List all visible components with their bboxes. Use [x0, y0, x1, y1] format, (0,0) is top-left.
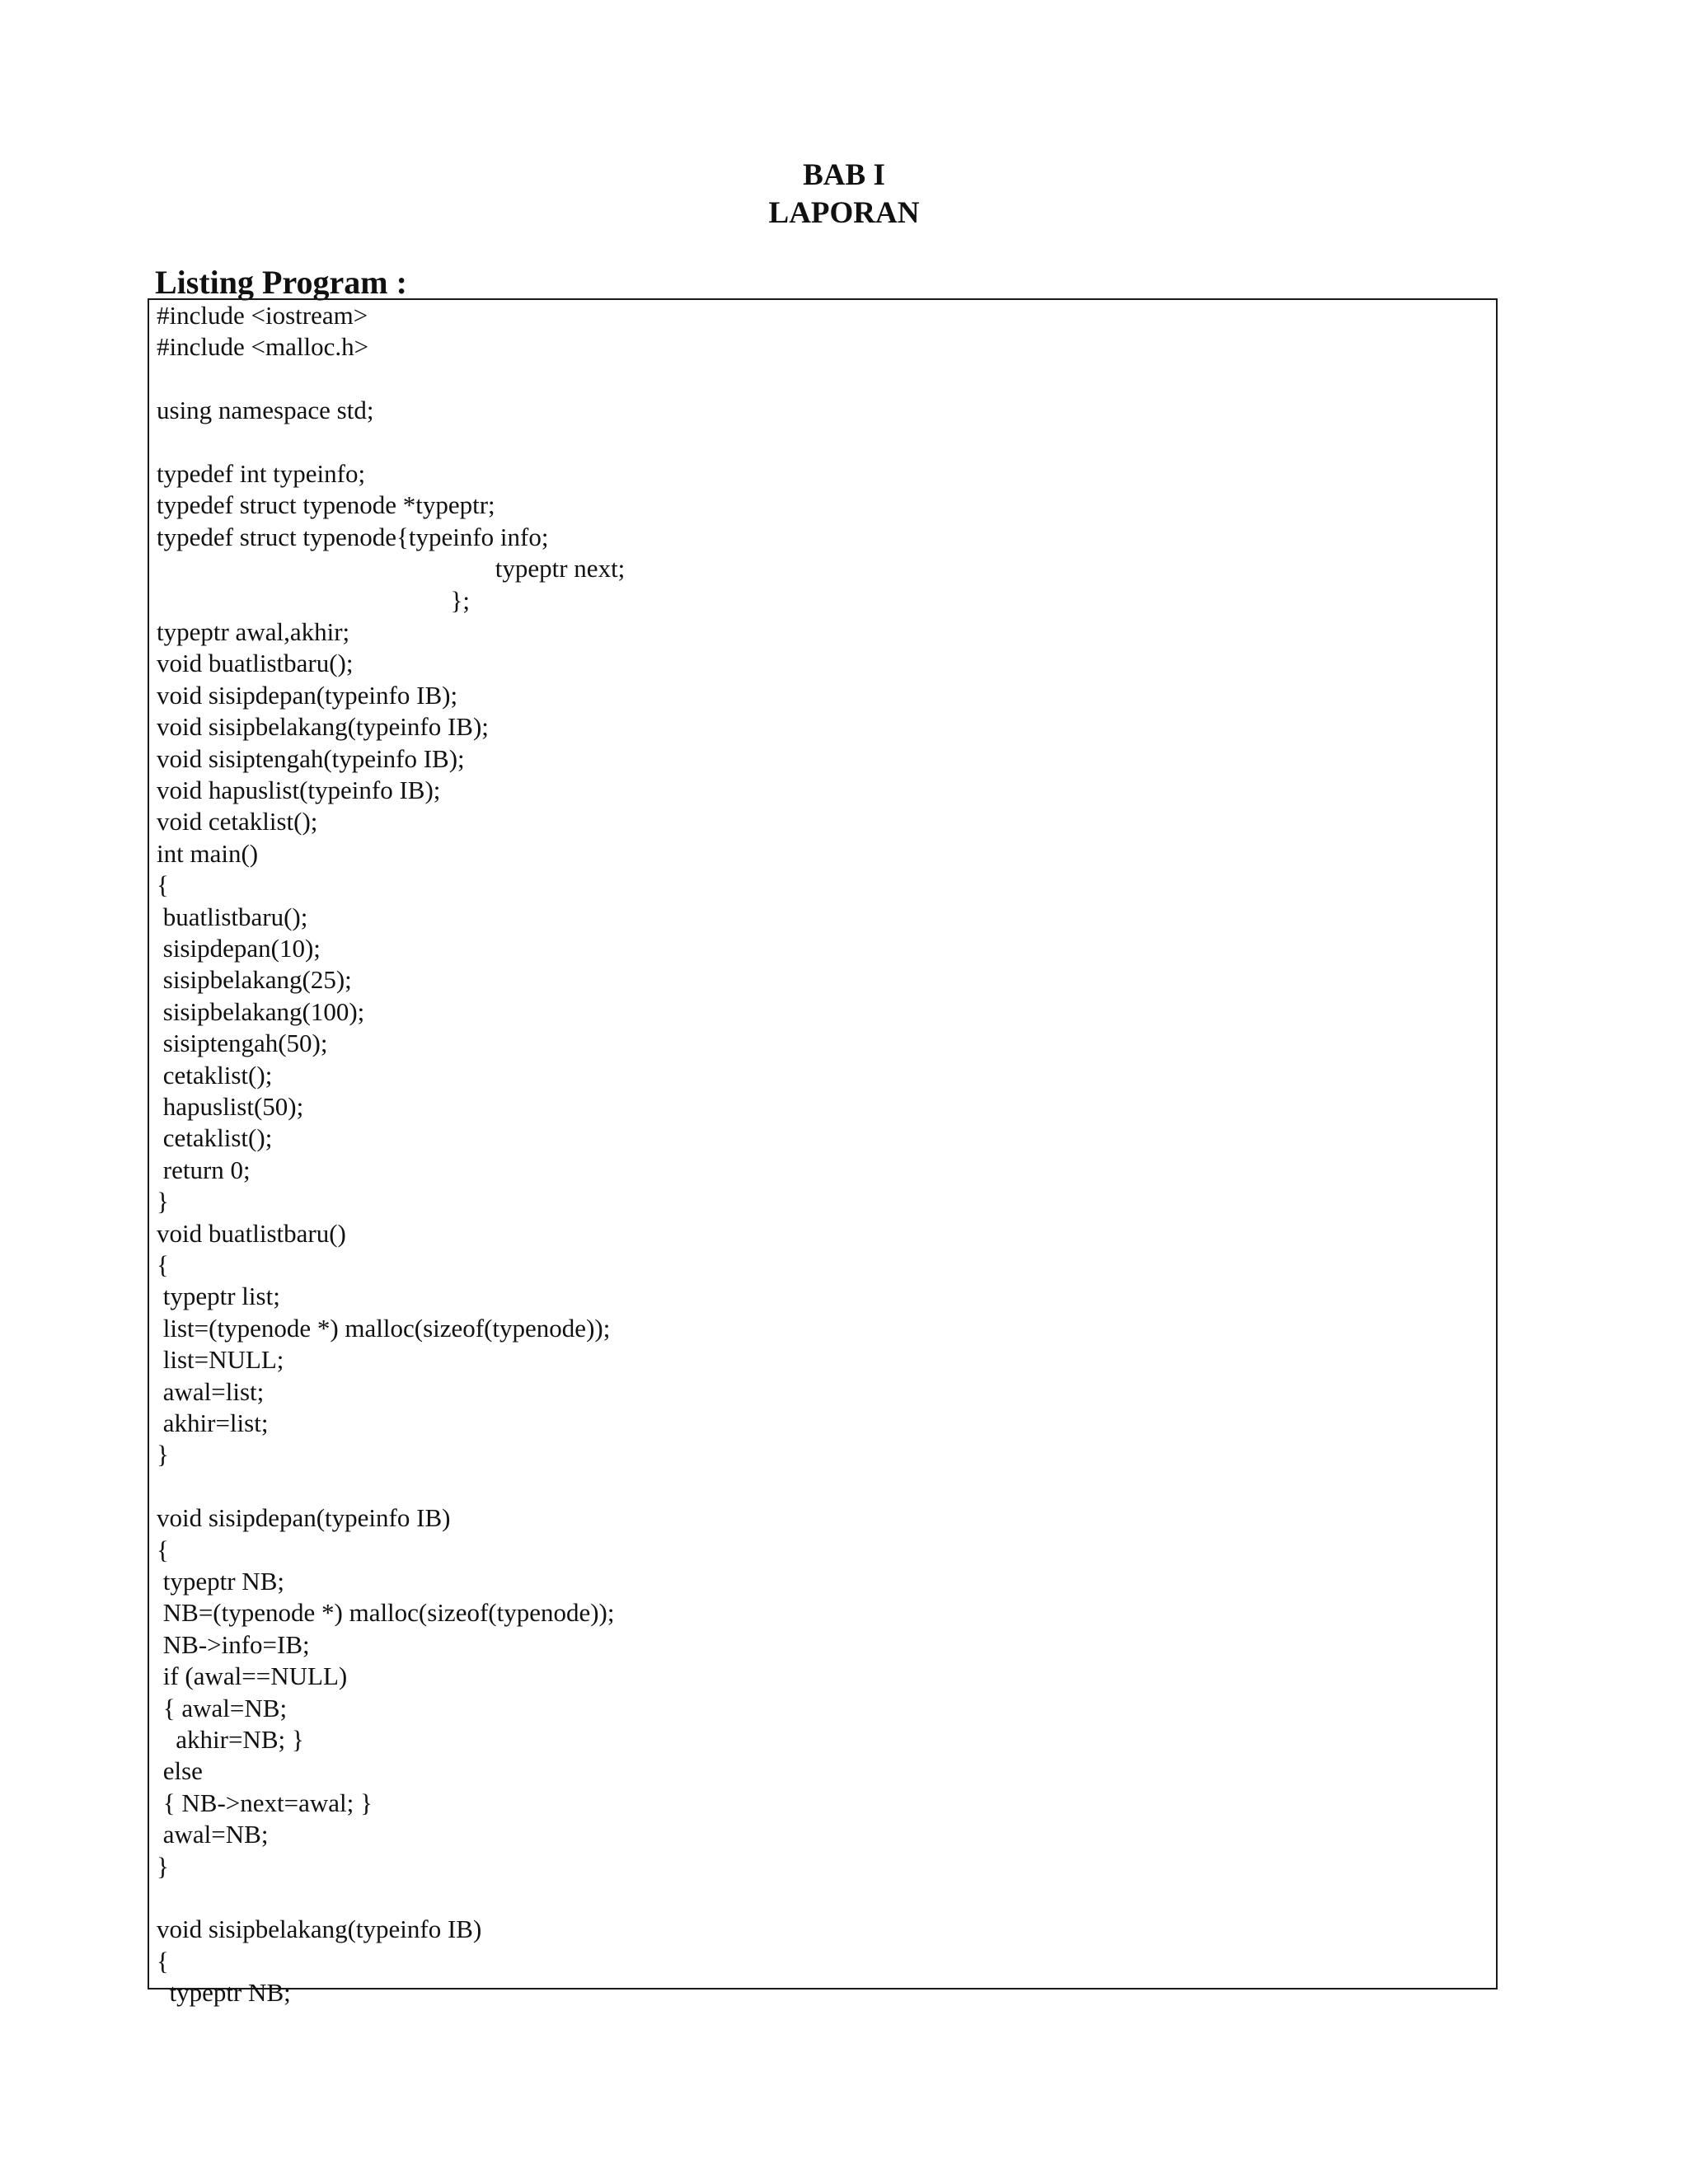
chapter-title: BAB I: [803, 158, 885, 192]
code-line: list=NULL;: [157, 1345, 284, 1375]
code-line: #include <iostream>: [157, 301, 368, 330]
code-line: cetaklist();: [157, 1060, 273, 1090]
code-line: int main(): [157, 838, 259, 868]
code-line: awal=list;: [157, 1376, 265, 1406]
listing-program-label: Listing Program :: [155, 264, 407, 301]
code-line: {: [157, 1250, 169, 1279]
code-line: sisipbelakang(25);: [157, 965, 352, 995]
code-line: typedef struct typenode{typeinfo info;: [157, 522, 549, 551]
code-line: }: [157, 1440, 169, 1469]
code-line: void cetaklist();: [157, 807, 318, 837]
code-line: void sisipbelakang(typeinfo IB): [157, 1915, 482, 1944]
code-line: {: [157, 870, 169, 900]
code-line: sisipdepan(10);: [157, 934, 321, 963]
code-line: { NB->next=awal; }: [157, 1788, 373, 1817]
code-line: cetaklist();: [157, 1123, 273, 1153]
chapter-subtitle: LAPORAN: [768, 196, 920, 230]
code-line: #include <malloc.h>: [157, 332, 369, 362]
code-line: typedef struct typenode *typeptr;: [157, 490, 495, 520]
code-line: typeptr awal,akhir;: [157, 617, 350, 646]
code-line: typeptr list;: [157, 1282, 280, 1311]
code-line: void sisipbelakang(typeinfo IB);: [157, 712, 489, 742]
code-line: {: [157, 1946, 169, 1975]
code-line: list=(typenode *) malloc(sizeof(typenode));: [157, 1313, 611, 1343]
code-line: akhir=list;: [157, 1408, 269, 1437]
code-line: NB->info=IB;: [157, 1629, 310, 1659]
code-listing-box: [148, 298, 1498, 2008]
code-line: sisipbelakang(100);: [157, 996, 365, 1026]
code-line: awal=NB;: [157, 1820, 269, 1849]
code-line: void sisipdepan(typeinfo IB): [157, 1503, 451, 1533]
code-line: sisiptengah(50);: [157, 1029, 328, 1058]
code-line: return 0;: [157, 1155, 251, 1184]
code-line: akhir=NB; }: [157, 1725, 304, 1754]
code-line: hapuslist(50);: [157, 1092, 304, 1121]
code-line: using namespace std;: [157, 396, 374, 425]
code-line: void buatlistbaru();: [157, 649, 354, 678]
code-line: typeptr NB;: [157, 1567, 284, 1596]
code-line: {: [157, 1535, 169, 1564]
code-line: { awal=NB;: [157, 1693, 288, 1722]
code-line: buatlistbaru();: [157, 902, 308, 931]
code-line: typedef int typeinfo;: [157, 459, 366, 488]
code-line: if (awal==NULL): [157, 1661, 348, 1691]
code-line: void buatlistbaru(): [157, 1218, 346, 1248]
code-line: };: [157, 585, 470, 615]
code-line: void sisipdepan(typeinfo IB);: [157, 680, 458, 710]
code-line: typeptr NB;: [157, 1978, 291, 2008]
code-line: NB=(typenode *) malloc(sizeof(typenode));: [157, 1598, 615, 1628]
code-line: }: [157, 1851, 169, 1881]
code-line: else: [157, 1756, 203, 1786]
code-line: void hapuslist(typeinfo IB);: [157, 776, 441, 804]
code-line: }: [157, 1187, 169, 1216]
code-line: void sisiptengah(typeinfo IB);: [157, 743, 465, 773]
code-line: typeptr next;: [157, 554, 626, 583]
